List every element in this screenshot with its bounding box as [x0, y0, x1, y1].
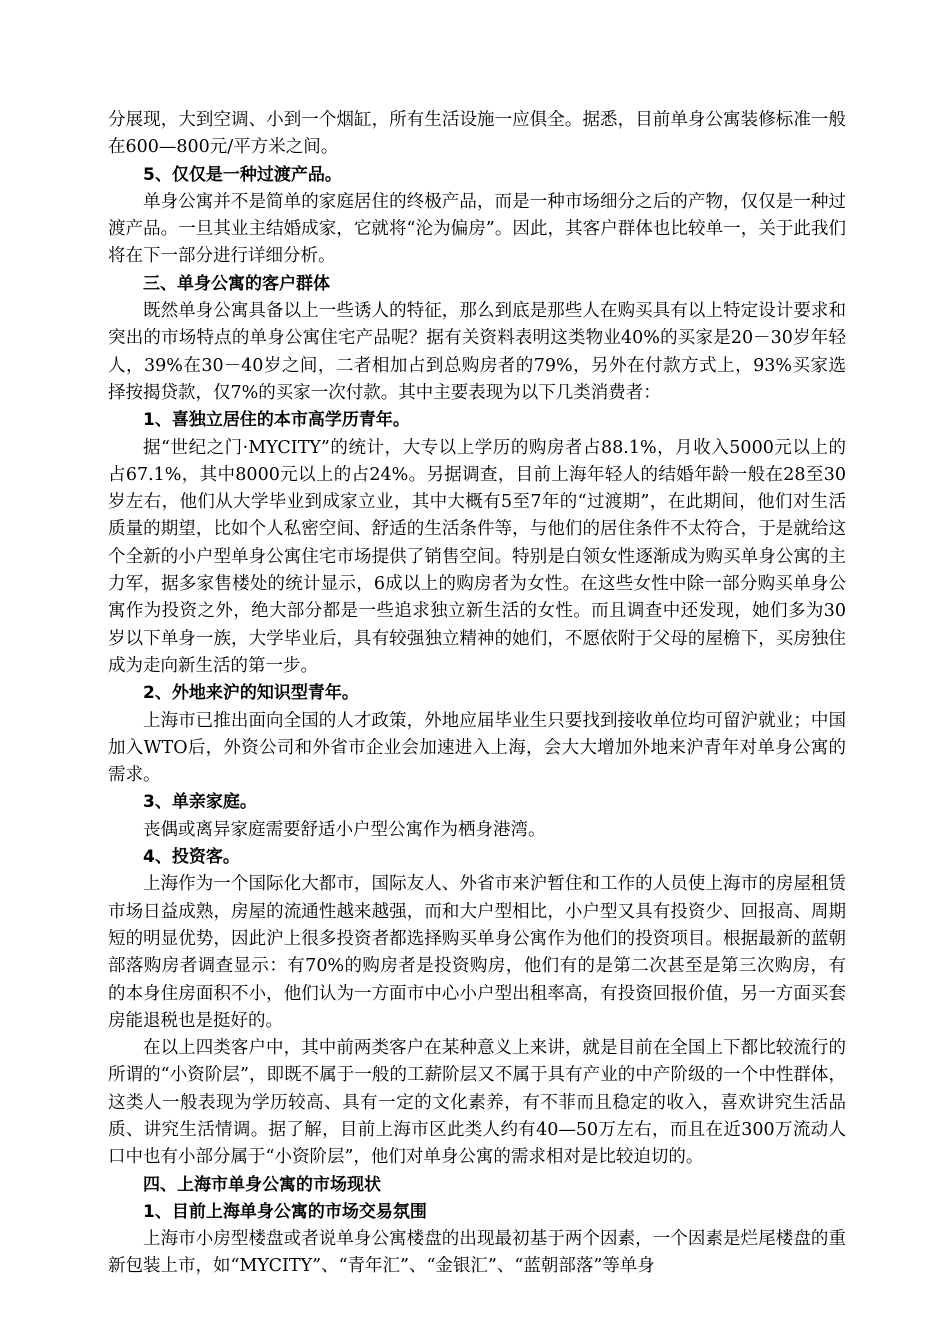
- heading-transitional-product: 5、仅仅是一种过渡产品。: [143, 164, 342, 185]
- paragraph-migrant-knowledge-youth: 上海市已推出面向全国的人才政策，外地应届毕业生只要找到接收单位均可留沪就业；中国加入WTO后，外资公司和外省市企业会加速进入上海，会大大增加外地来沪青年对单身公寓的需求。: [108, 710, 846, 786]
- heading-market-atmosphere: 1、目前上海单身公寓的市场交易氛围: [143, 1201, 427, 1222]
- paragraph-market-atmosphere: 上海市小房型楼盘或者说单身公寓楼盘的出现最初基于两个因素，一个因素是烂尾楼盘的重新包装上市，如“MYCITY”、“青年汇”、“金银汇”、“蓝朝部落”等单身: [108, 1229, 846, 1277]
- paragraph-petty-bourgeois: 在以上四类客户中，其中前两类客户在某种意义上来讲，就是目前在全国上下都比较流行的所谓的“小资阶层”，即既不属于一般的工薪阶层又不属于具有产业的中产阶级的一个中性群体，这类人一般表现为学历较高、具有一定的文化素养，有不菲而且稳定的收入，喜欢讲究生活品质、讲究生活情调。据了解，目前上海市区此类人约有40—50万左右，而且在近300万流动人口中也有小部分属于“小资阶层”，他们对单身公寓的需求相对是比较迫切的。: [108, 1038, 846, 1168]
- paragraph-local-educated-youth: 据“世纪之门·MYCITY”的统计，大专以上学历的购房者占88.1%，月收入5000元以上的占67.1%，其中8000元以上的占24%。另据调查，目前上海年轻人的结婚年龄一般在28至30岁左右，他们从大学毕业到成家立业，其中大概有5至7年的“过渡期”，在此期间，他们对生活质量的期望，比如个人私密空间、舒适的生活条件等，与他们的居住条件不太符合，于是就给这个全新的小户型单身公寓住宅市场提供了销售空间。特别是白领女性逐渐成为购买单身公寓的主力军，据多家售楼处的统计显示，6成以上的购房者为女性。在这些女性中除一部分购买单身公寓作为投资之外，绝大部分都是一些追求独立新生活的女性。而且调查中还发现，她们多为30岁以下单身一族，大学毕业后，具有较强独立精神的她们，不愿依附于父母的屋檐下，买房独住成为走向新生活的第一步。: [108, 437, 846, 676]
- paragraph-investors: 上海作为一个国际化大都市，国际友人、外省市来沪暂住和工作的人员使上海市的房屋租赁市场日益成熟，房屋的流通性越来越强，而和大户型相比，小户型又具有投资少、回报高、周期短的明显优势，因此沪上很多投资者都选择购买单身公寓作为他们的投资项目。根据最新的蓝朝部落购房者调查显示：有70%的购房者是投资购房，他们有的是第二次甚至是第三次购房，有的本身住房面积不小，他们认为一方面市中心小户型出租率高，有投资回报价值，另一方面买套房能退税也是挺好的。: [108, 874, 846, 1031]
- heading-market-status: 四、上海市单身公寓的市场现状: [143, 1174, 381, 1195]
- heading-migrant-knowledge-youth: 2、外地来沪的知识型青年。: [143, 683, 359, 704]
- heading-customer-groups: 三、单身公寓的客户群体: [143, 273, 330, 294]
- paragraph-transitional-product: 单身公寓并不是简单的家庭居住的终极产品，而是一种市场细分之后的产物，仅仅是一种过渡产品。一旦其业主结婚成家，它就将“沦为偏房”。因此，其客户群体也比较单一，关于此我们将在下一部分进行详细分析。: [108, 191, 846, 267]
- document-page: [108, 107, 846, 1281]
- paragraph-single-parent-families: 丧偶或离异家庭需要舒适小户型公寓作为栖身港湾。: [143, 819, 546, 840]
- paragraph-customer-groups-intro: 既然单身公寓具备以上一些诱人的特征，那么到底是那些人在购买具有以上特定设计要求和突出的市场特点的单身公寓住宅产品呢？据有关资料表明这类物业40%的买家是20－30岁年轻人，39%在30－40岁之间，二者相加占到总购房者的79%，另外在付款方式上，93%买家选择按揭贷款，仅7%的买家一次付款。其中主要表现为以下几类消费者：: [108, 301, 846, 403]
- heading-local-educated-youth: 1、喜独立居住的本市高学历青年。: [143, 410, 410, 431]
- paragraph-decoration-standard: 分展现，大到空调、小到一个烟缸，所有生活设施一应俱全。据悉，目前单身公寓装修标准一般在600—800元/平方米之间。: [108, 110, 846, 158]
- heading-investors: 4、投资客。: [143, 847, 240, 868]
- heading-single-parent-families: 3、单亲家庭。: [143, 792, 257, 813]
